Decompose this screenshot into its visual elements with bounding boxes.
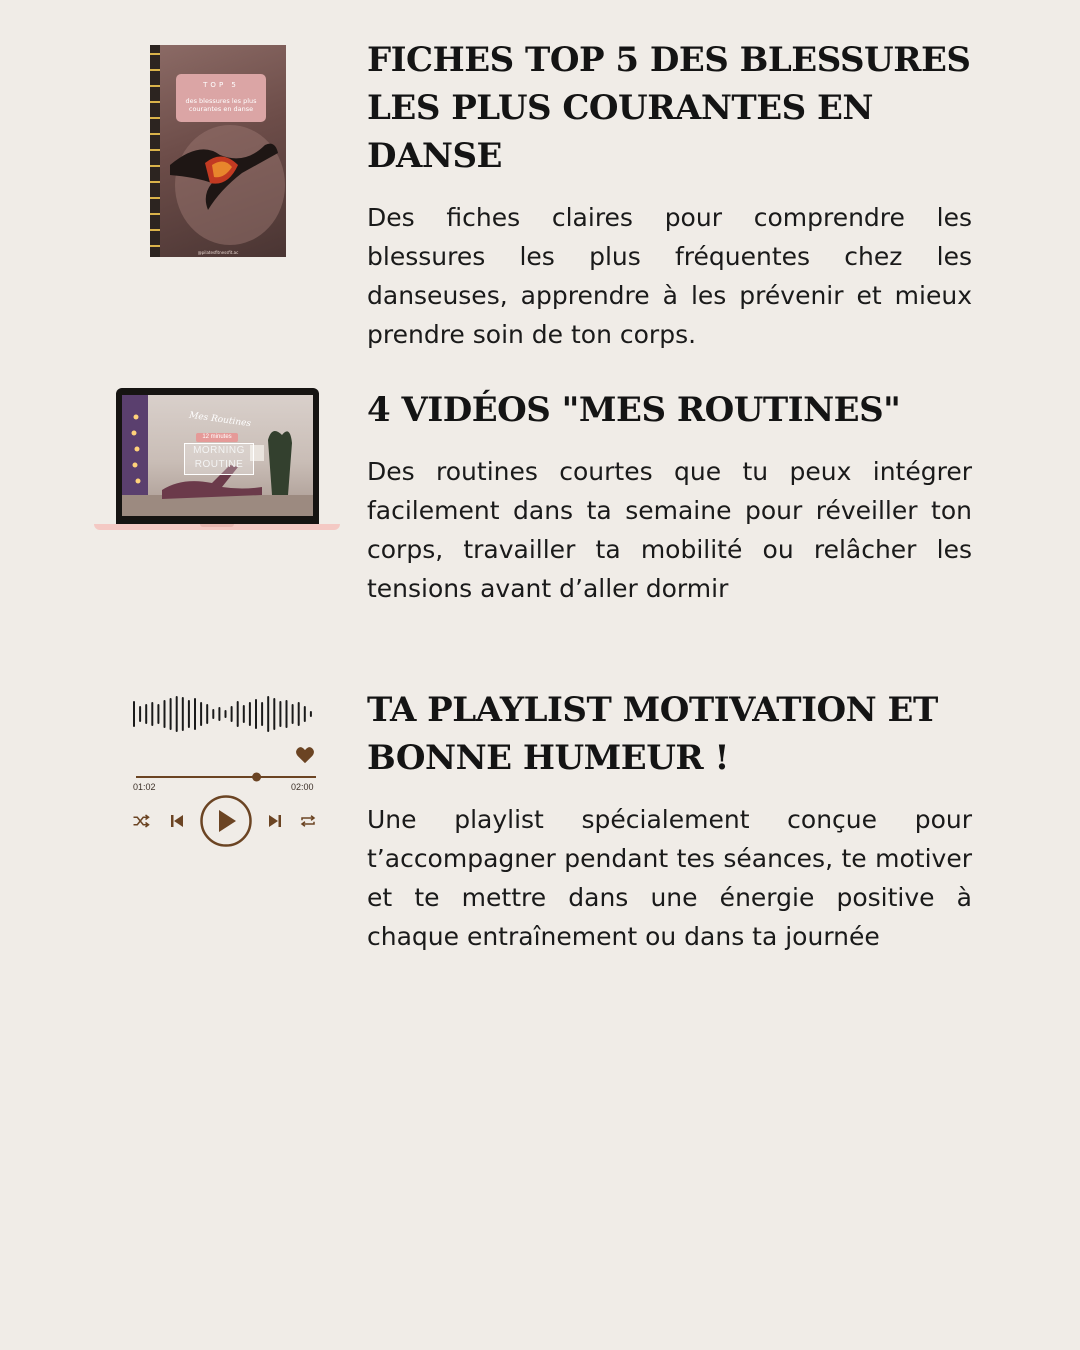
previous-icon[interactable] [169, 813, 185, 829]
laptop-notch [200, 524, 234, 527]
repeat-icon[interactable] [299, 813, 317, 829]
routines-duration-badge: 12 minutes [196, 433, 238, 442]
play-icon[interactable] [199, 794, 253, 848]
body-routines: Des routines courtes que tu peux intégrer facilement dans ta semaine pour réveiller ton corps, travailler ta mobilité ou relâcher les tensions avant d’aller dormir [367, 457, 972, 603]
heading-blessures: FICHES TOP 5 DES BLESSURES LES PLUS COURANTES EN DANSE [367, 40, 971, 176]
routines-label-line2: ROUTINE [194, 459, 244, 470]
laptop-thumbnail [116, 388, 319, 524]
next-icon[interactable] [267, 813, 283, 829]
elapsed-time: 01:02 [133, 782, 156, 792]
text-column-blessures [367, 36, 972, 354]
shuffle-icon[interactable] [132, 813, 150, 829]
heart-icon[interactable] [295, 746, 315, 764]
routines-label-line1: MORNING [193, 445, 245, 456]
heading-routines: 4 VIDÉOS "MES ROUTINES" [367, 390, 901, 430]
notebook-title-card [176, 74, 266, 122]
music-player [130, 690, 320, 850]
laptop-video-frame [122, 395, 313, 516]
routines-title: Mes Routines [188, 410, 252, 430]
notebook-top-label: TOP 5 [203, 81, 239, 89]
notebook-thumbnail [150, 45, 286, 257]
notebook-sub-label: des blessures les plus courantes en danse [185, 97, 257, 113]
text-column-routines [367, 386, 972, 608]
heading-playlist: TA PLAYLIST MOTIVATION ET BONNE HUMEUR ! [367, 690, 938, 778]
text-column-playlist [367, 686, 972, 956]
body-playlist: Une playlist spécialement conçue pour t’accompagner pendant tes séances, te motiver et te mettre dans une énergie positive à chaque entraînement ou dans ta journée [367, 805, 972, 951]
total-time: 02:00 [291, 782, 314, 792]
body-blessures: Des fiches claires pour comprendre les blessures les plus fréquentes chez les danseuses, apprendre à les prévenir et mieux prendre soin de ton corps. [367, 203, 972, 349]
waveform [130, 694, 320, 734]
notebook-footer: @pilatesfitnessfit.ac [197, 250, 239, 255]
routines-label-box [184, 443, 254, 475]
